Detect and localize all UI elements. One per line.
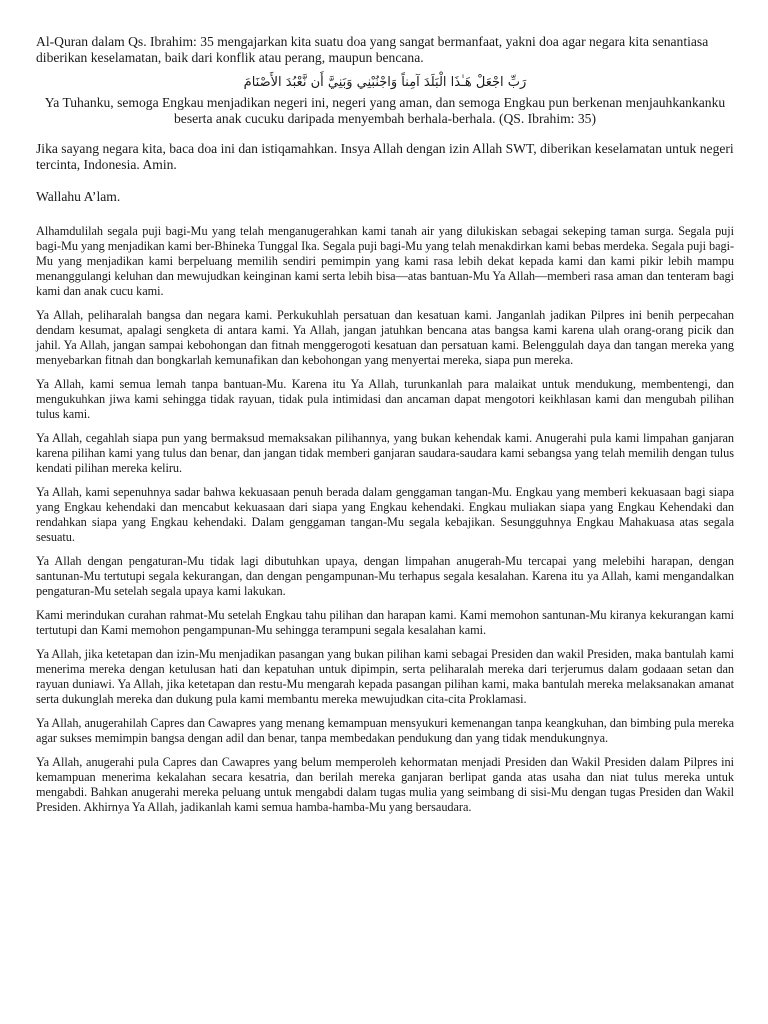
prayer-paragraph: Ya Allah, anugerahilah Capres dan Cawapres yang menang kemampuan mensyukuri kemenangan tanpa keangkuhan, dan bimbing pula mereka agar sukses memimpin bangsa dengan adil dan benar, tanpa membedakan pendukung dan yang tidak mendukungnya. — [36, 716, 734, 745]
prayer-paragraph: Ya Allah, anugerahi pula Capres dan Cawapres yang belum memperoleh kehormatan menjadi Presiden dan Wakil Presiden dalam Pilpres ini kemampuan menerima kekalahan secara kesatria, dan berilah mereka ganjaran berlipat ganda atas usaha dan niat tulus mereka untuk mengabdi. Bahkan anugerahi mereka peluang untuk mengabdi dalam tugas mulia yang seimbang di sisi-Mu dengan tugas Presiden dan Wakil Presiden. Akhirnya Ya Allah, jadikanlah kami semua hamba-hamba-Mu yang bersaudara. — [36, 755, 734, 814]
prayer-paragraph: Kami merindukan curahan rahmat-Mu setelah Engkau tahu pilihan dan harapan kami. Kami memohon santunan-Mu kiranya kekurangan kami tertutupi dan Kami memohon pengampunan-Mu sehingga terampuni segala kesalahan kami. — [36, 608, 734, 637]
prayer-paragraph: Ya Allah, cegahlah siapa pun yang bermaksud memaksakan pilihannya, yang bukan kehendak kami. Anugerahi pula kami limpahan ganjaran karena pilihan kami yang tulus dan benar, dan jangan tidak memberi ganjaran saudara-saudara kami sebangsa yang telah memilih dengan tulus kendati pilihan mereka keliru. — [36, 431, 734, 475]
prayer-paragraph: Ya Allah, kami sepenuhnya sadar bahwa kekuasaan penuh berada dalam genggaman tangan-Mu. Engkau yang memberi kekuasaan bagi siapa yang Engkau kehendaki dan mencabut kekuasaan dari siapa yang Engkau kehendaki. Engkau muliakan siapa yang Engkau Kehendaki dan rendahkan siapa yang Engkau kehendaki. Dalam genggaman tangan-Mu segala kebajikan. Sesungguhnya Engkau Mahakuasa atas segala sesuatu. — [36, 485, 734, 544]
prayer-paragraph: Ya Allah dengan pengaturan-Mu tidak lagi dibutuhkan upaya, dengan limpahan anugerah-Mu tercapai yang melebihi harapan, dengan santunan-Mu tertutupi segala kekurangan, dan dengan pengampunan-Mu terhapus segala kesalahan. Karena itu ya Allah, kami mengandalkan pengaturan-Mu setelah segala upaya kami lakukan. — [36, 554, 734, 598]
intro-paragraph: Al-Quran dalam Qs. Ibrahim: 35 mengajarkan kita suatu doa yang sangat bermanfaat, yakni doa agar negara kita senantiasa diberikan keselamatan, baik dari konflik atau perang, maupun bencana. — [36, 34, 709, 65]
prayer-section — [36, 224, 734, 815]
closing-paragraph: Jika sayang negara kita, baca doa ini dan istiqamahkan. Insya Allah dengan izin Allah SWT, diberikan keselamatan untuk negeri tercinta, Indonesia. Amin. — [36, 141, 734, 172]
document-page — [36, 34, 734, 824]
prayer-paragraph: Ya Allah, kami semua lemah tanpa bantuan-Mu. Karena itu Ya Allah, turunkanlah para malaikat untuk mendukung, membentengi, dan mengukuhkan jiwa kami sehingga tidak rayuan, tidak pula intimidasi dan ancaman dapat mengotori keikhlasan kami dan mengubah pilihan tulus kami. — [36, 377, 734, 421]
arabic-verse: رَبِّ اجْعَلْ هَـٰذَا الْبَلَدَ آمِناً وَاجْنُبْنِي وَبَنِيَّ أَن نَّعْبُدَ الأَصْنَامَ — [243, 75, 527, 90]
prayer-paragraph: Alhamdulilah segala puji bagi-Mu yang telah menganugerahkan kami tanah air yang dilukiskan sebagai sekeping taman surga. Segala puji bagi-Mu yang menjadikan kami ber-Bhineka Tunggal Ika. Segala puji bagi-Mu yang telah menakdirkan kami bebas merdeka. Segala puji bagi-Mu yang menjadikan kami berpeluang memilih sendiri pemimpin yang kami rasa lebih dekat kepada kami dan kami pikir lebih mampu menanggulangi keluhan dan mewujudkan keinginan kami serta lebih bisa—atas bantuan-Mu Ya Allah—memberi rasa aman dan tenteram bagi kami dan anak cucu kami. — [36, 224, 734, 298]
prayer-paragraph: Ya Allah, peliharalah bangsa dan negara kami. Perkukuhlah persatuan dan kesatuan kami. Janganlah jadikan Pilpres ini benih perpecahan dendam kesumat, apalagi sengketa di antara kami. Ya Allah, jangan jatuhkan bencana atas bangsa kami karena ulah orang-orang picik dan jahil. Ya Allah, jangan sampai kebohongan dan fitnah menggerogoti kesatuan dan persatuan kami. Belenggulah daya dan tangan mereka yang menyebarkan fitnah dan bongkarlah kemunafikan dan kebohongan yang menyertai mereka, siapa pun mereka. — [36, 308, 734, 367]
verse-translation: Ya Tuhanku, semoga Engkau menjadikan negeri ini, negeri yang aman, dan semoga Engkau pun berkenan menjauhkankanku beserta anak cucuku daripada menyembah berhala-berhala. (QS. Ibrahim: 35) — [44, 95, 726, 126]
wallahu-alam: Wallahu A’lam. — [36, 189, 121, 204]
prayer-paragraph: Ya Allah, jika ketetapan dan izin-Mu menjadikan pasangan yang bukan pilihan kami sebagai Presiden dan wakil Presiden, maka bantulah kami menerima mereka dengan ketulusan hati dan kepatuhan untuk dipimpin, serta peliharalah mereka dari terjerumus dalam godaaan setan dan rayuan duniawi. Ya Allah, jika ketetapan dan restu-Mu mengarah kepada pasangan pilihan kami, maka bantulah mereka melaksanakan amanat serta dukunglah mereka dan dukung pula kami membantu mereka mewujudkan cita-cita Proklamasi. — [36, 647, 734, 706]
